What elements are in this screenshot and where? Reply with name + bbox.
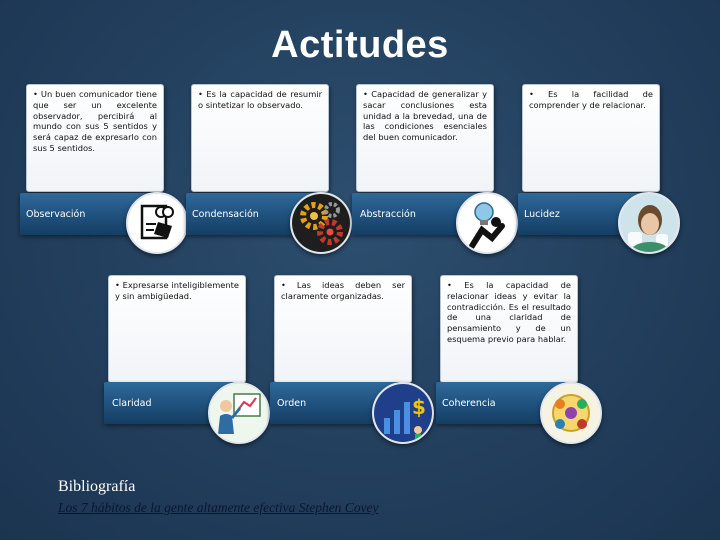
card-orden-text: • Las ideas deben ser claramente organizadas. — [281, 280, 405, 301]
gears-clipart-icon — [290, 192, 352, 254]
idea-bulb-clipart-icon — [456, 192, 518, 254]
card-abstraccion — [356, 84, 494, 192]
card-condensacion — [191, 84, 329, 192]
label-claridad: Claridad — [112, 398, 152, 409]
woman-photo-icon — [618, 192, 680, 254]
card-claridad — [108, 275, 246, 383]
people-puzzle-clipart-icon — [540, 382, 602, 444]
card-observacion — [26, 84, 164, 192]
bibliography-reference-link[interactable]: Los 7 hábitos de la gente altamente efectiva Stephen Covey — [58, 500, 379, 515]
label-lucidez: Lucidez — [524, 209, 560, 220]
presenter-clipart-icon — [208, 382, 270, 444]
card-condensacion-text: • Es la capacidad de resumir o sintetizar lo observado. — [198, 89, 322, 110]
bibliography-title: Bibliografía — [58, 478, 136, 495]
label-coherencia: Coherencia — [442, 398, 496, 409]
label-condensacion: Condensación — [192, 209, 259, 220]
card-lucidez-text: • Es la facilidad de comprender y de relacionar. — [529, 89, 653, 110]
slide-title: Actitudes — [271, 24, 449, 66]
label-abstraccion: Abstracción — [360, 209, 416, 220]
card-claridad-text: • Expresarse inteligiblemente y sin ambigüedad. — [115, 280, 239, 301]
card-lucidez — [522, 84, 660, 192]
card-observacion-text: • Un buen comunicador tiene que ser un excelente observador, percibirá al mundo con sus 5 sentidos y será capaz de expresarlo con sus 5 sentidos. — [33, 89, 157, 153]
svg-text:$: $ — [412, 395, 426, 419]
card-coherencia-text: • Es la capacidad de relacionar ideas y evitar la contradicción. Es el resultado de una claridad de pensamiento y de un esquema previo para hablar. — [447, 280, 571, 344]
card-coherencia — [440, 275, 578, 383]
observer-clipart-icon — [126, 192, 188, 254]
card-orden — [274, 275, 412, 383]
label-orden: Orden — [277, 398, 307, 409]
business-chart-clipart-icon — [372, 382, 434, 444]
card-abstraccion-text: • Capacidad de generalizar y sacar conclusiones esta unidad a la brevedad, una de las condiciones esenciales del buen comunicador. — [363, 89, 487, 143]
label-observacion: Observación — [26, 209, 86, 220]
